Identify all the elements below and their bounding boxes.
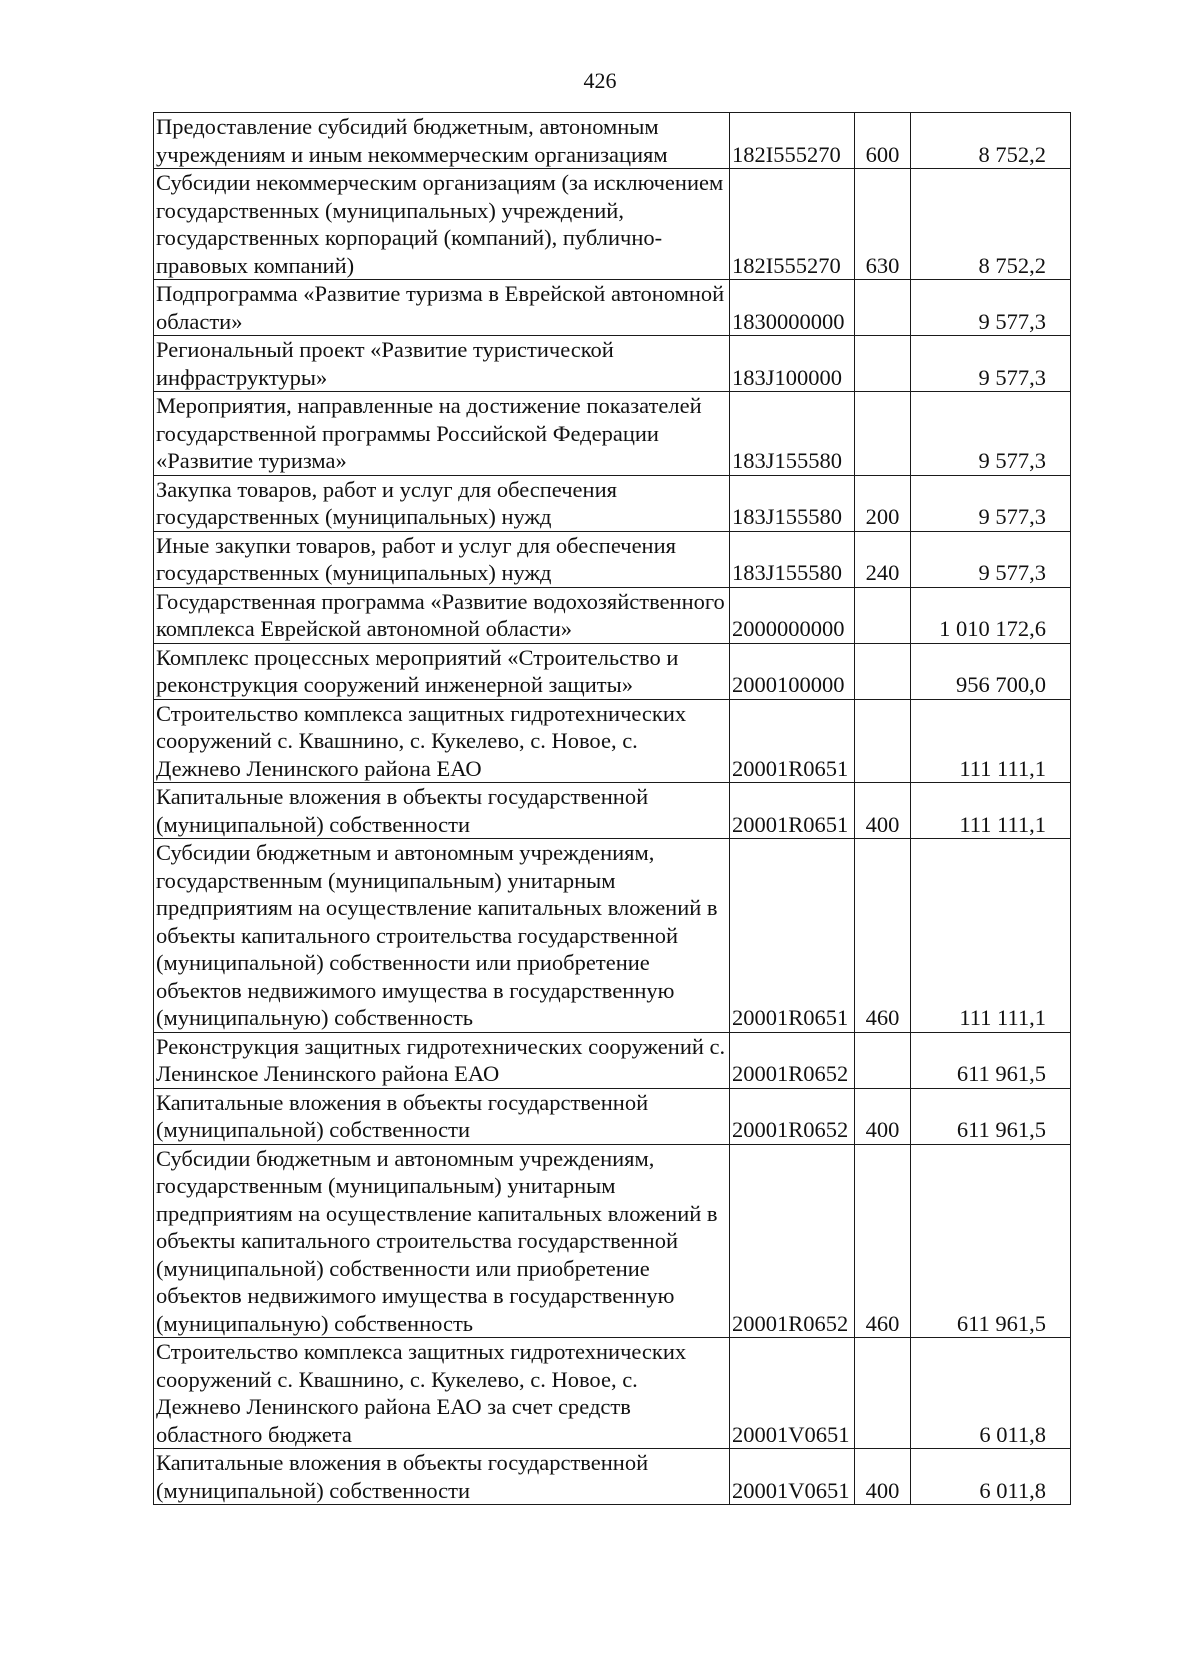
row-type-cell: 400 (855, 1088, 911, 1144)
row-amount-cell: 611 961,5 (911, 1144, 1071, 1338)
row-name-cell: Капитальные вложения в объекты государственной (муниципальной) собственности (154, 1088, 730, 1144)
row-name-cell: Государственная программа «Развитие водохозяйственного комплекса Еврейской автономной области» (154, 587, 730, 643)
row-code-cell: 2000100000 (730, 643, 855, 699)
row-type-cell: 630 (855, 169, 911, 280)
row-name-cell: Реконструкция защитных гидротехнических сооружений с. Ленинское Ленинского района ЕАО (154, 1032, 730, 1088)
row-code-cell: 183J155580 (730, 392, 855, 476)
row-amount-cell: 111 111,1 (911, 839, 1071, 1033)
budget-table-body (154, 113, 1071, 1505)
table-row (154, 1449, 1071, 1505)
row-type-cell (855, 392, 911, 476)
page-number: 426 (583, 68, 617, 93)
row-type-cell (855, 1338, 911, 1449)
table-row (154, 587, 1071, 643)
row-amount-cell: 956 700,0 (911, 643, 1071, 699)
table-row (154, 699, 1071, 783)
row-name-cell: Подпрограмма «Развитие туризма в Еврейской автономной области» (154, 280, 730, 336)
row-name-cell: Предоставление субсидий бюджетным, автономным учреждениям и иным некоммерческим организациям (154, 113, 730, 169)
row-name-cell: Иные закупки товаров, работ и услуг для обеспечения государственных (муниципальных) нужд (154, 531, 730, 587)
table-row (154, 113, 1071, 169)
row-code-cell: 2000000000 (730, 587, 855, 643)
table-row (154, 531, 1071, 587)
row-code-cell: 183J155580 (730, 531, 855, 587)
row-name-cell: Капитальные вложения в объекты государственной (муниципальной) собственности (154, 1449, 730, 1505)
row-code-cell: 20001R0652 (730, 1088, 855, 1144)
row-amount-cell: 8 752,2 (911, 113, 1071, 169)
row-amount-cell: 9 577,3 (911, 475, 1071, 531)
row-amount-cell: 9 577,3 (911, 280, 1071, 336)
row-type-cell: 200 (855, 475, 911, 531)
row-amount-cell: 6 011,8 (911, 1338, 1071, 1449)
table-row (154, 475, 1071, 531)
row-code-cell: 20001R0651 (730, 783, 855, 839)
row-name-cell: Субсидии бюджетным и автономным учреждениям, государственным (муниципальным) унитарным предприятиям на осуществление капитальных вложений в объекты капитального строительства государственной (муниципальной) собственности или приобретение объектов недвижимого имущества в государственную (муниципальную) собственность (154, 1144, 730, 1338)
row-code-cell: 182I555270 (730, 113, 855, 169)
table-row (154, 1338, 1071, 1449)
row-amount-cell: 8 752,2 (911, 169, 1071, 280)
row-code-cell: 183J100000 (730, 336, 855, 392)
row-type-cell (855, 699, 911, 783)
row-code-cell: 183J155580 (730, 475, 855, 531)
row-name-cell: Мероприятия, направленные на достижение показателей государственной программы Российской Федерации «Развитие туризма» (154, 392, 730, 476)
row-name-cell: Комплекс процессных мероприятий «Строительство и реконструкция сооружений инженерной защиты» (154, 643, 730, 699)
row-amount-cell: 611 961,5 (911, 1032, 1071, 1088)
row-type-cell: 460 (855, 1144, 911, 1338)
table-row (154, 839, 1071, 1033)
row-type-cell: 400 (855, 783, 911, 839)
row-type-cell: 400 (855, 1449, 911, 1505)
row-amount-cell: 111 111,1 (911, 699, 1071, 783)
row-type-cell (855, 587, 911, 643)
row-code-cell: 20001R0651 (730, 839, 855, 1033)
row-name-cell: Строительство комплекса защитных гидротехнических сооружений с. Квашнино, с. Кукелево, с. Новое, с. Дежнево Ленинского района ЕАО за счет средств областного бюджета (154, 1338, 730, 1449)
row-type-cell: 460 (855, 839, 911, 1033)
row-code-cell: 20001R0652 (730, 1032, 855, 1088)
row-type-cell: 600 (855, 113, 911, 169)
row-code-cell: 182I555270 (730, 169, 855, 280)
row-type-cell (855, 280, 911, 336)
table-row (154, 783, 1071, 839)
row-name-cell: Субсидии некоммерческим организациям (за исключением государственных (муниципальных) учреждений, государственных корпораций (компаний), публично-правовых компаний) (154, 169, 730, 280)
row-code-cell: 20001V0651 (730, 1449, 855, 1505)
row-code-cell: 20001V0651 (730, 1338, 855, 1449)
row-amount-cell: 9 577,3 (911, 392, 1071, 476)
table-row (154, 1088, 1071, 1144)
table-row (154, 169, 1071, 280)
row-type-cell: 240 (855, 531, 911, 587)
row-amount-cell: 9 577,3 (911, 336, 1071, 392)
table-row (154, 1032, 1071, 1088)
table-row (154, 392, 1071, 476)
row-code-cell: 20001R0652 (730, 1144, 855, 1338)
row-code-cell: 1830000000 (730, 280, 855, 336)
budget-table (153, 112, 1071, 1505)
row-name-cell: Региональный проект «Развитие туристической инфраструктуры» (154, 336, 730, 392)
table-row (154, 280, 1071, 336)
row-amount-cell: 611 961,5 (911, 1088, 1071, 1144)
row-name-cell: Строительство комплекса защитных гидротехнических сооружений с. Квашнино, с. Кукелево, с. Новое, с. Дежнево Ленинского района ЕАО (154, 699, 730, 783)
table-row (154, 643, 1071, 699)
row-type-cell (855, 336, 911, 392)
table-row (154, 336, 1071, 392)
row-amount-cell: 1 010 172,6 (911, 587, 1071, 643)
row-name-cell: Закупка товаров, работ и услуг для обеспечения государственных (муниципальных) нужд (154, 475, 730, 531)
row-amount-cell: 111 111,1 (911, 783, 1071, 839)
row-name-cell: Субсидии бюджетным и автономным учреждениям, государственным (муниципальным) унитарным предприятиям на осуществление капитальных вложений в объекты капитального строительства государственной (муниципальной) собственности или приобретение объектов недвижимого имущества в государственную (муниципальную) собственность (154, 839, 730, 1033)
row-name-cell: Капитальные вложения в объекты государственной (муниципальной) собственности (154, 783, 730, 839)
row-amount-cell: 6 011,8 (911, 1449, 1071, 1505)
row-code-cell: 20001R0651 (730, 699, 855, 783)
row-type-cell (855, 643, 911, 699)
row-type-cell (855, 1032, 911, 1088)
table-row (154, 1144, 1071, 1338)
row-amount-cell: 9 577,3 (911, 531, 1071, 587)
